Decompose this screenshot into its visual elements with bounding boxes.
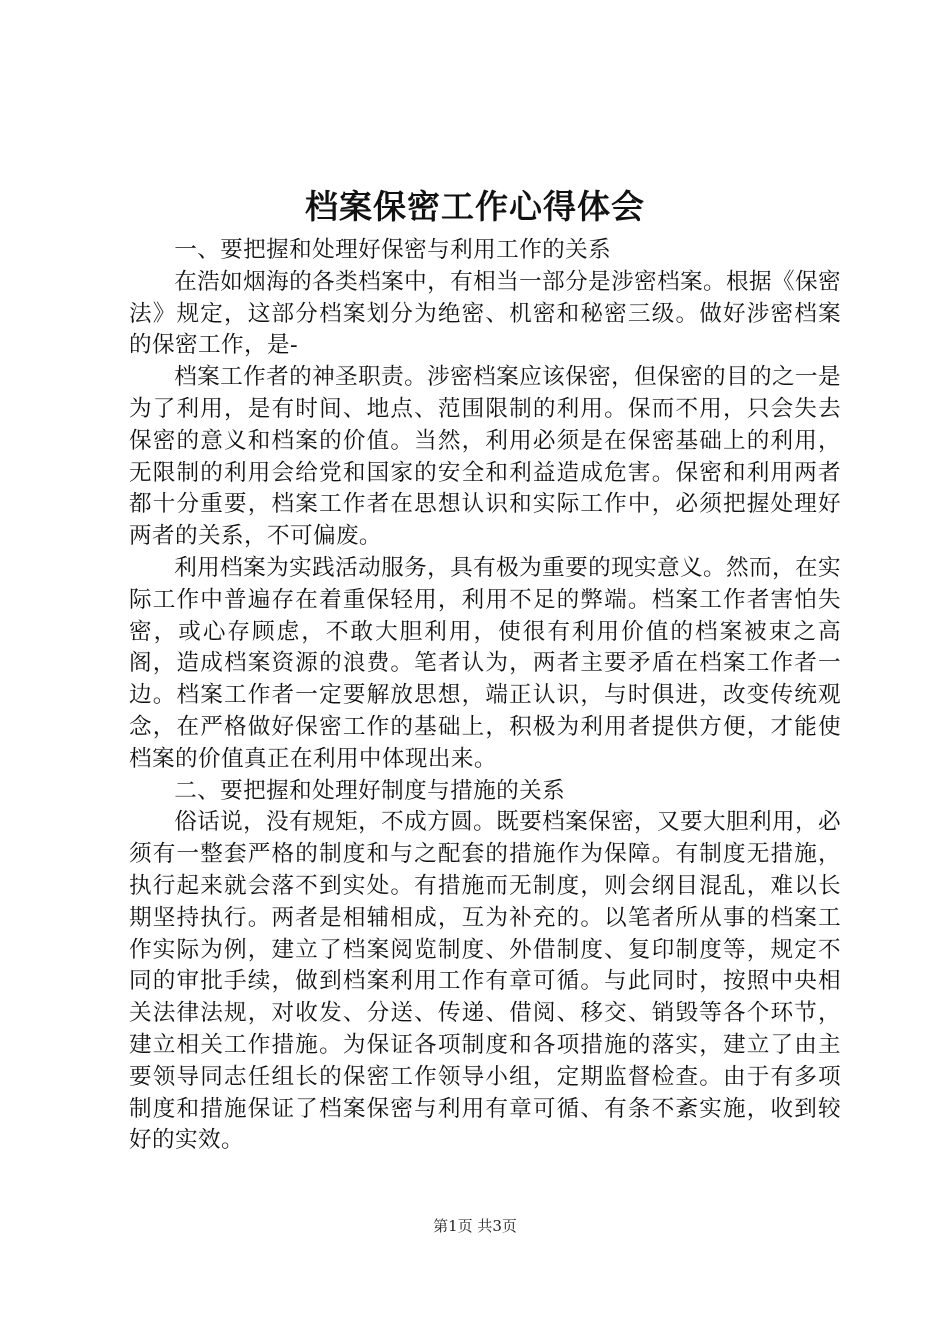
section-heading-2: 二、要把握和处理好制度与措施的关系 [174, 777, 566, 804]
paragraph: 档案工作者的神圣职责。涉密档案应该保密，但保密的目的之一是为了利用，是有时间、地点、范围限制的利用。保而不用，只会失去保密的意义和档案的价值。当然，利用必须是在保密基础上的利用，无限制的利用会给党和国家的安全和利益造成危害。保密和利用两者都十分重要，档案工作者在思想认识和实际工作中，必须把握处理好两者的关系，不可偏废。 [129, 364, 842, 550]
paragraph: 利用档案为实践活动服务，具有极为重要的现实意义。然而，在实际工作中普遍存在着重保轻用，利用不足的弊端。档案工作者害怕失密，或心存顾虑，不敢大胆利用，使很有利用价值的档案被束之高阁，造成档案资源的浪费。笔者认为，两者主要矛盾在档案工作者一边。档案工作者一定要解放思想，端正认识，与时俱进，改变传统观念，在严格做好保密工作的基础上，积极为利用者提供方便，才能使档案的价值真正在利用中体现出来。 [129, 554, 842, 772]
document-body [129, 235, 841, 1157]
section-heading-1: 一、要把握和处理好保密与利用工作的关系 [174, 237, 612, 263]
page-number-footer: 第1页 共3页 [433, 1217, 517, 1235]
document-title: 档案保密工作心得体会 [305, 187, 645, 226]
paragraph: 在浩如烟海的各类档案中，有相当一部分是涉密档案。根据《保密法》规定，这部分档案划分为绝密、机密和秘密三级。做好涉密档案的保密工作，是- [129, 268, 842, 359]
paragraph: 俗话说，没有规矩，不成方圆。既要档案保密，又要大胆利用，必须有一整套严格的制度和与之配套的措施作为保障。有制度无措施，执行起来就会落不到实处。有措施而无制度，则会纲目混乱，难以长期坚持执行。两者是相辅相成，互为补充的。以笔者所从事的档案工作实际为例，建立了档案阅览制度、外借制度、复印制度等，规定不同的审批手续，做到档案利用工作有章可循。与此同时，按照中央相关法律法规，对收发、分送、传递、借阅、移交、销毁等各个环节，建立相关工作措施。为保证各项制度和各项措施的落实，建立了由主要领导同志任组长的保密工作领导小组，定期监督检查。由于有多项制度和措施保证了档案保密与利用有章可循、有条不紊实施，收到较好的实效。 [129, 809, 842, 1154]
